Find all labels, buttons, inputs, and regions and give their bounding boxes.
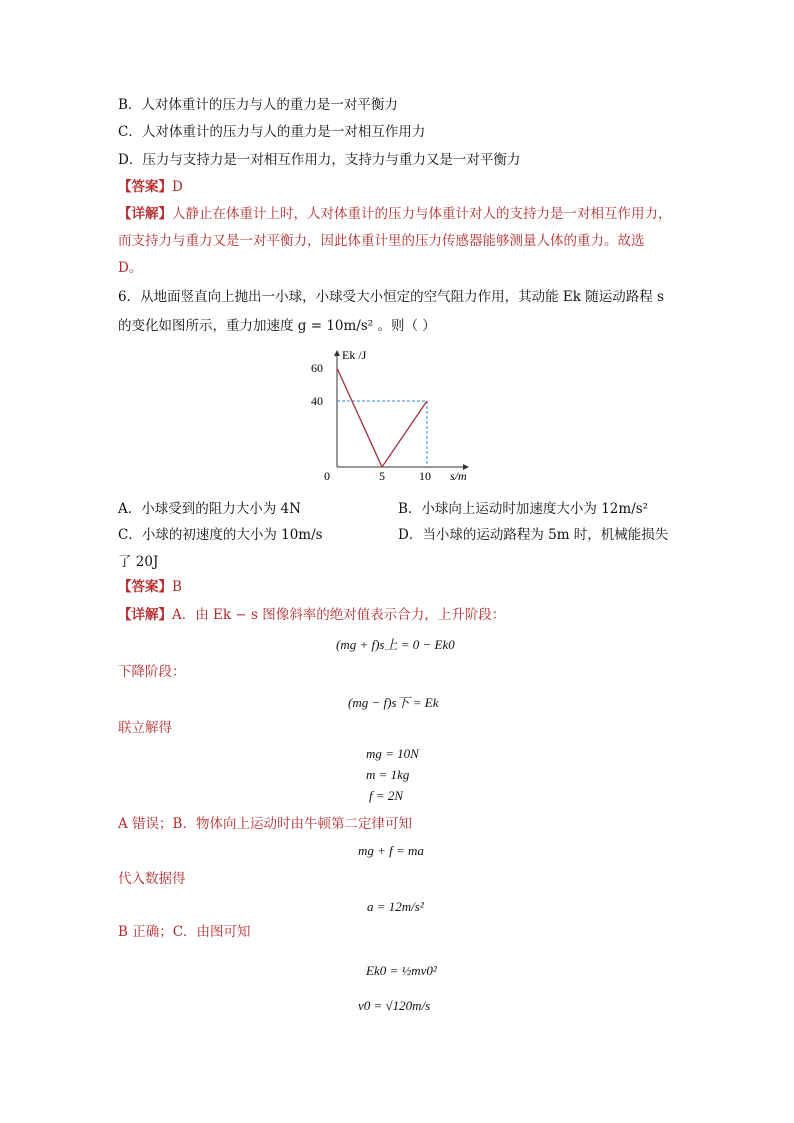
equation-newton: mg + f = ma: [358, 843, 424, 858]
q6-detail-line1: [118, 606, 505, 624]
x-tick-10: 10: [419, 469, 431, 483]
q6-option-a: A．小球受到的阻力大小为 4N: [118, 501, 301, 517]
data-segment-2: [382, 401, 427, 467]
q6-option-c: C．小球的初速度的大小为 10m/s: [118, 527, 323, 543]
x-tick-0: 0: [324, 469, 330, 483]
y-tick-40: 40: [311, 394, 323, 408]
q5-option-d: D．压力与支持力是一对相互作用力，支持力与重力又是一对平衡力: [118, 152, 521, 168]
descent-label: 下降阶段：: [118, 664, 186, 680]
q6-stem-line1: 6．从地面竖直向上抛出一小球，小球受大小恒定的空气阻力作用，其动能 Ek 随运动路程 s: [118, 289, 664, 305]
answer-tag: 【答案】: [118, 579, 172, 595]
data-segment-1: [337, 368, 382, 467]
detail-tag: 【详解】: [118, 206, 172, 222]
y-axis-label: Ek /J: [342, 348, 367, 362]
q5-detail-line1: [118, 205, 672, 223]
equation-f: f = 2N: [369, 788, 404, 803]
q6-stem-line2: 的变化如图所示，重力加速度 g = 10m/s² 。则（ ）: [118, 318, 436, 334]
equation-m: m = 1kg: [366, 767, 410, 782]
answer-tag: 【答案】: [118, 179, 172, 195]
equation-v0: v0 = √120m/s: [358, 998, 431, 1013]
q6-option-b: B．小球向上运动时加速度大小为 12m/s²: [398, 501, 649, 517]
q6-option-d-line2: 了 20J: [118, 554, 159, 570]
q5-option-c: C．人对体重计的压力与人的重力是一对相互作用力: [118, 124, 426, 140]
equation-ek0: Ek0 = ½mv0²: [366, 963, 437, 978]
solve-label: 联立解得: [118, 720, 172, 736]
x-tick-5: 5: [379, 469, 385, 483]
equation-descent: (mg − f)s下 = Ek: [348, 695, 439, 710]
detail-tag: 【详解】: [118, 607, 172, 623]
detail-text: A．由 Ek − s 图像斜率的绝对值表示合力，上升阶段：: [172, 607, 506, 623]
b-right-text: B 正确；C．由图可知: [118, 924, 251, 940]
x-axis-label: s/m: [450, 469, 467, 483]
q5-option-b: B．人对体重计的压力与人的重力是一对平衡力: [118, 97, 398, 113]
q6-answer: [118, 578, 182, 596]
equation-mg: mg = 10N: [366, 746, 419, 761]
q5-detail-line2: 而支持力与重力又是一对平衡力，因此体重计里的压力传感器能够测量人体的重力。故选: [118, 233, 645, 249]
y-tick-60: 60: [311, 361, 323, 375]
q5-detail-line3: D。: [118, 260, 143, 276]
a-wrong-text: A 错误；B．物体向上运动时由牛顿第二定律可知: [118, 816, 412, 832]
q6-option-d-line1: D．当小球的运动路程为 5m 时，机械能损失: [398, 527, 669, 543]
q5-answer: [118, 178, 183, 196]
equation-ascent: (mg + f)s上 = 0 − Ek0: [336, 637, 455, 652]
answer-value: D: [172, 179, 183, 195]
answer-value: B: [172, 579, 182, 595]
detail-text: 人静止在体重计上时，人对体重计的压力与体重计对人的支持力是一对相互作用力，: [172, 206, 672, 222]
equation-a: a = 12m/s²: [367, 899, 424, 914]
ek-s-graph: [310, 345, 480, 485]
substitute-label: 代入数据得: [118, 871, 186, 887]
